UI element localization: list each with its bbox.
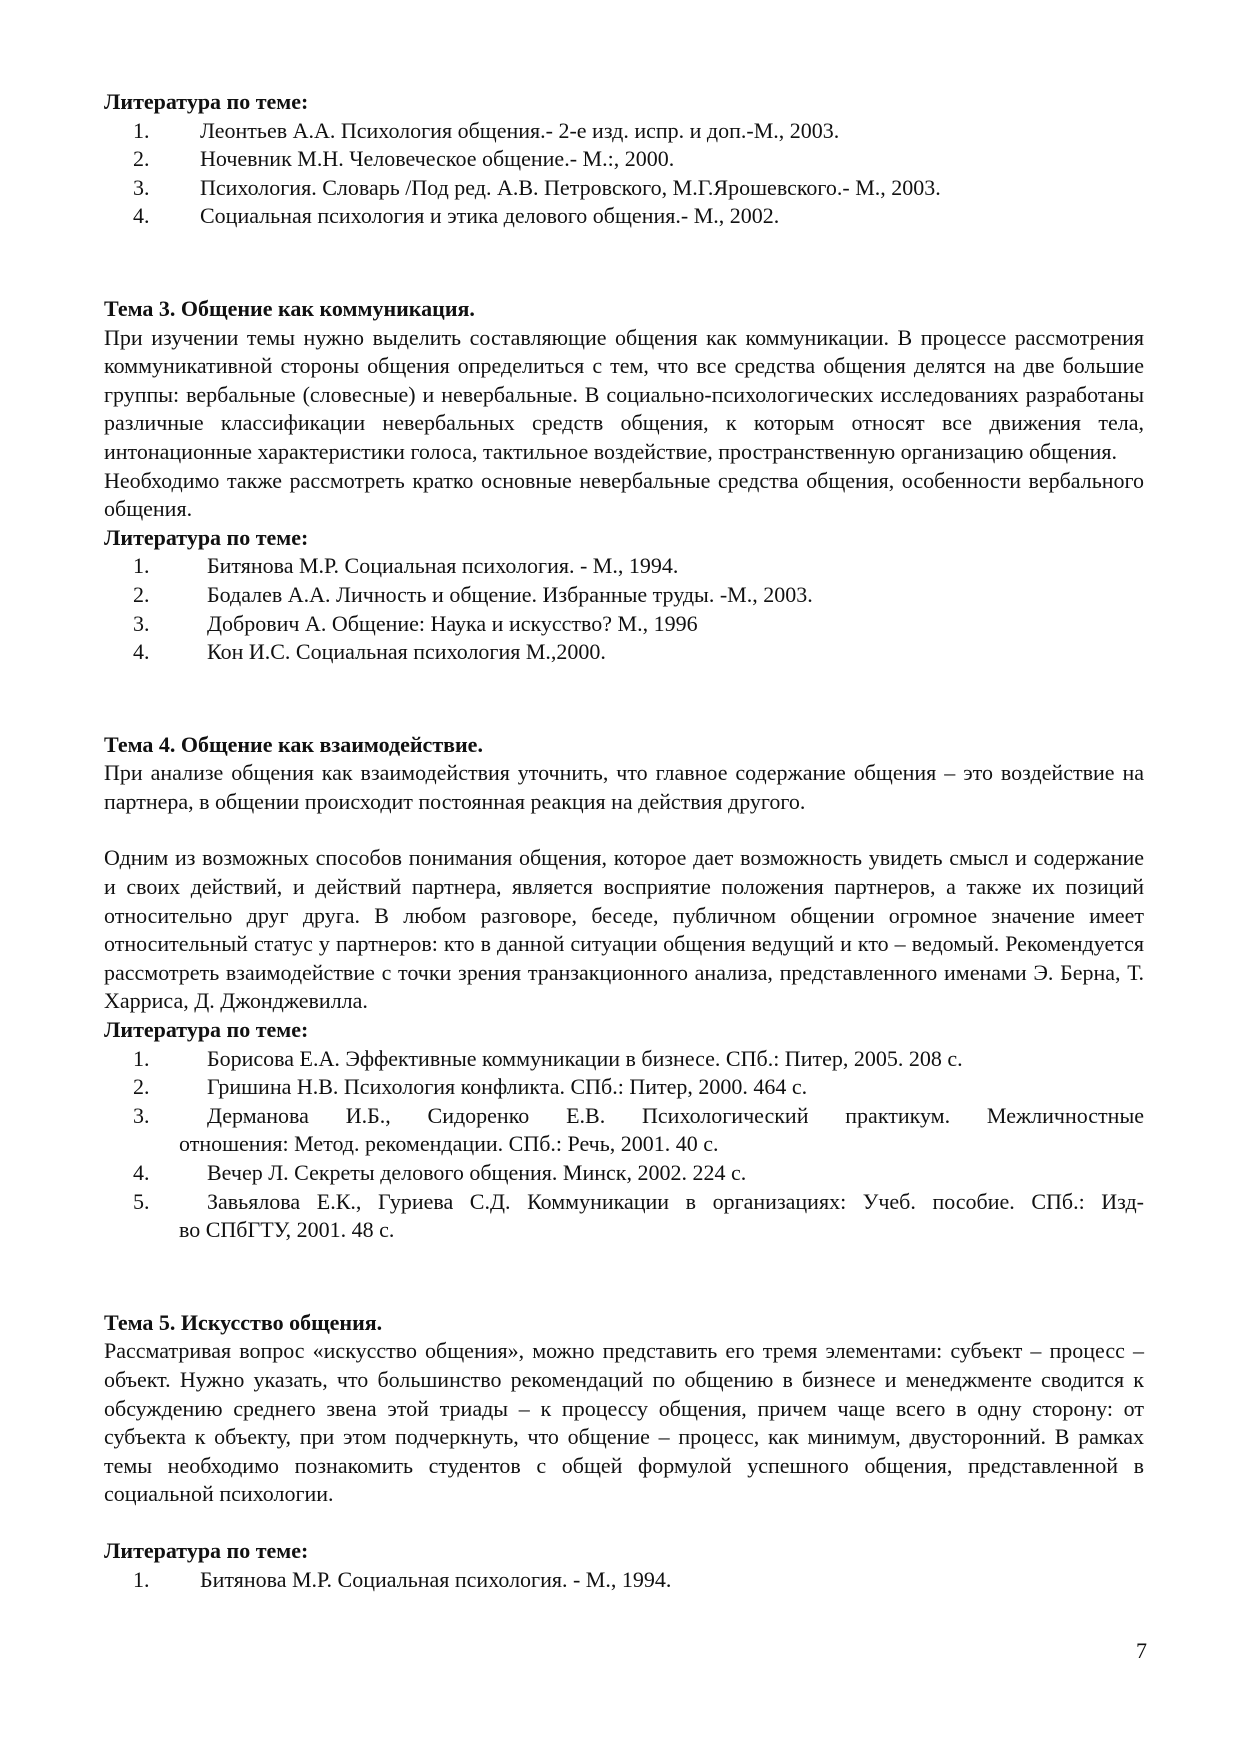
list-item: 2. Гришина Н.В. Психология конфликта. СПб.: Питер, 2000. 464 с.: [133, 1074, 808, 1100]
literature-list: [104, 1566, 1144, 1595]
list-item: 1. Борисова Е.А. Эффективные коммуникации в бизнесе. СПб.: Питер, 2005. 208 с.: [133, 1045, 963, 1071]
topic-3-title: Тема 3. Общение как коммуникация.: [104, 295, 475, 321]
literature-heading: Литература по теме:: [104, 1537, 309, 1563]
list-item: 3. Добрович А. Общение: Наука и искусство? М., 1996: [133, 610, 698, 636]
topic-3-paragraph: При изучении темы нужно выделить составляющие общения как коммуникации. В процессе рассмотрения коммуникативной стороны общения определиться с тем, что все средства общения делятся на две большие группы: вербальные (словесные) и невербальные. В социально-психологических исследованиях разработаны различные классификации невербальных средств общения, к которым относят все движения тела, интонационные характеристики голоса, тактильное воздействие, пространственную организацию общения.: [104, 324, 1144, 464]
list-item: 4. Вечер Л. Секреты делового общения. Минск, 2002. 224 с.: [133, 1160, 747, 1185]
literature-list: [104, 552, 1144, 666]
list-item: 1. Леонтьев А.А. Психология общения.- 2-е изд. испр. и доп.-М., 2003.: [133, 117, 840, 143]
topic-4-title: Тема 4. Общение как взаимодействие.: [104, 731, 483, 757]
topic-4-paragraph: При анализе общения как взаимодействия уточнить, что главное содержание общения – это воздействие на партнера, в общении происходит постоянная реакция на действия другого.: [104, 760, 1144, 814]
topic-5-title: Тема 5. Искусство общения.: [104, 1309, 383, 1335]
literature-heading: Литература по теме:: [104, 524, 309, 550]
literature-list: [104, 117, 1144, 231]
list-item: 3. Психология. Словарь /Под ред. А.В. Петровского, М.Г.Ярошевского.- М., 2003.: [133, 174, 941, 200]
topic-3-paragraph: Необходимо также рассмотреть кратко основные невербальные средства общения, особенности вербального общения.: [104, 467, 1144, 522]
list-item: 1. Битянова М.Р. Социальная психология. - М., 1994.: [133, 553, 679, 579]
page-number: 7: [1136, 1638, 1147, 1663]
list-item: 1. Битянова М.Р. Социальная психология. - М., 1994.: [133, 1566, 672, 1592]
list-item: 4. Социальная психология и этика делового общения.- М., 2002.: [133, 203, 780, 229]
page-content: [104, 88, 1144, 1594]
list-item: 4. Кон И.С. Социальная психология М.,2000.: [133, 639, 606, 665]
literature-list: [104, 1045, 1144, 1245]
topic-4-paragraph: Одним из возможных способов понимания общения, которое дает возможность увидеть смысл и содержание и своих действий, и действий партнера, является восприятие положения партнеров, а также их позиций относительно друг друга. В любом разговоре, беседе, публичном общении огромное значение имеет относительный статус у партнеров: кто в данной ситуации общения ведущий и кто – ведомый. Рекомендуется рассмотреть взаимодействие с точки зрения транзакционного анализа, представленного именами Э. Берна, Т. Харриса, Д. Джонджевилла.: [104, 845, 1144, 1014]
literature-heading: Литература по теме:: [104, 1017, 309, 1043]
list-item: 5. Завьялова Е.К., Гуриева С.Д. Коммуникации в организациях: Учеб. пособие. СПб.: Изд- во СПбГТУ, 2001. 48 с.: [133, 1188, 1144, 1243]
list-item: 2. Ночевник М.Н. Человеческое общение.- М.:, 2000.: [133, 146, 675, 172]
topic-5-paragraph: Рассматривая вопрос «искусство общения», можно представить его тремя элементами: субъект – процесс – объект. Нужно указать, что большинство рекомендаций по общению в бизнесе и менеджменте сводится к обсуждению среднего звена этой триады – к процессу общения, причем чаще всего в одну сторону: от субъекта к объекту, при этом подчеркнуть, что общение – процесс, как минимум, двусторонний. В рамках темы необходимо познакомить студентов с общей формулой успешного общения, представленной в социальной психологии.: [104, 1338, 1144, 1507]
literature-heading: Литература по теме:: [104, 89, 309, 114]
list-item: 2. Бодалев А.А. Личность и общение. Избранные труды. -М., 2003.: [133, 581, 813, 607]
list-item: 3. Дерманова И.Б., Сидоренко Е.В. Психологический практикум. Межличностные отношения: Метод. рекомендации. СПб.: Речь, 2001. 40 с.: [133, 1102, 1144, 1157]
